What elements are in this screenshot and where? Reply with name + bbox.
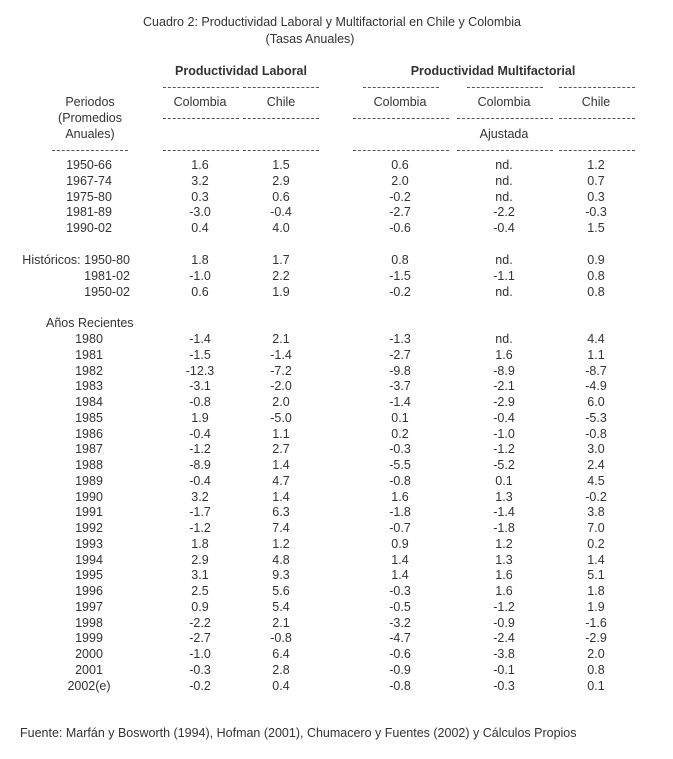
table-cell: -8.9	[189, 458, 211, 472]
divider	[353, 118, 449, 119]
table-cell: -0.2	[585, 489, 607, 504]
table-cell: 5.1	[587, 568, 605, 583]
table-cell: -5.2	[493, 458, 515, 472]
table-row	[0, 378, 673, 394]
table-cell: -3.2	[389, 615, 411, 630]
table-cell: -1.0	[189, 268, 211, 283]
table-cell: -2.7	[189, 631, 211, 646]
table-cell: 2.9	[191, 552, 209, 567]
table-cell: -0.5	[389, 599, 411, 614]
table-cell: -0.4	[189, 473, 211, 488]
divider	[163, 118, 239, 119]
table-row	[0, 520, 673, 536]
table-cell: -4.7	[389, 631, 411, 646]
divider	[163, 87, 239, 88]
table-cell: 0.9	[391, 536, 409, 551]
divider	[52, 150, 128, 151]
table-cell: -2.9	[585, 631, 607, 646]
table-cell: -0.6	[389, 647, 411, 661]
table-cell: nd.	[495, 173, 513, 188]
divider	[243, 150, 319, 151]
row-label: 1994	[75, 552, 103, 567]
table-cell: -1.2	[493, 599, 515, 614]
table-cell: -0.1	[493, 662, 515, 677]
divider	[243, 118, 319, 119]
row-label: 1995	[75, 568, 103, 583]
table-cell: 1.8	[191, 536, 209, 551]
table-cell: nd.	[495, 332, 513, 346]
table-cell: 1.9	[587, 599, 605, 614]
table-cell: -8.9	[493, 363, 515, 378]
table-row	[0, 567, 673, 583]
table-cell: -1.8	[493, 521, 515, 535]
table-cell: 4.8	[272, 552, 290, 567]
table-row	[0, 284, 673, 300]
table-cell: 2.9	[272, 173, 290, 188]
table-cell: 2.0	[587, 647, 605, 661]
table-cell: 1.9	[191, 410, 209, 425]
table-cell: 3.0	[587, 442, 605, 457]
table-cell: 2.2	[272, 268, 290, 283]
divider	[353, 150, 449, 151]
table-cell: 5.6	[272, 584, 290, 598]
table-cell: -0.4	[270, 205, 292, 220]
row-label: 1989	[75, 473, 103, 488]
table-cell: -2.7	[389, 205, 411, 220]
row-label: 1992	[75, 521, 103, 535]
header-productividad-multifactorial: Productividad Multifactorial	[410, 64, 576, 78]
table-cell: -0.8	[585, 426, 607, 441]
table-cell: -0.3	[389, 442, 411, 457]
table-cell: 1.2	[272, 536, 290, 551]
table-cell: 0.6	[272, 189, 290, 204]
table-cell: 2.4	[587, 458, 605, 472]
table-cell: -0.9	[389, 662, 411, 677]
table-cell: -0.2	[389, 284, 411, 299]
row-label: 1983	[75, 379, 103, 394]
divider	[467, 87, 543, 88]
table-row	[0, 583, 673, 599]
table-cell: -1.7	[189, 505, 211, 520]
table-cell: -1.8	[389, 505, 411, 520]
table-cell: -0.8	[389, 473, 411, 488]
table-cell: -3.8	[493, 647, 515, 661]
divider	[559, 150, 635, 151]
divider	[457, 150, 553, 151]
header-periodos-1: Periodos	[65, 95, 115, 109]
table-cell: -2.9	[493, 395, 515, 409]
header-productividad-laboral: Productividad Laboral	[175, 64, 307, 78]
table-cell: 1.4	[391, 552, 409, 567]
table-cell: -1.2	[189, 442, 211, 457]
table-cell: nd.	[495, 158, 513, 172]
table-cell: 1.6	[391, 489, 409, 504]
table-cell: 2.7	[272, 442, 290, 457]
table-cell: 1.8	[587, 584, 605, 598]
table-row	[0, 410, 673, 426]
table-cell: -7.2	[270, 363, 292, 378]
table-row	[0, 220, 673, 236]
table-cell: -2.0	[270, 379, 292, 394]
table-cell: -2.2	[493, 205, 515, 220]
row-label: 1990	[75, 489, 103, 504]
table-cell: 1.6	[191, 158, 209, 172]
table-cell: 1.1	[587, 347, 605, 362]
header-mf-colombia: Colombia	[373, 95, 427, 109]
table-cell: -1.1	[493, 268, 515, 283]
table-cell: -1.4	[189, 332, 211, 346]
table-cell: 1.2	[587, 158, 605, 172]
table-row	[0, 394, 673, 410]
table-row	[0, 552, 673, 568]
row-label: 1981-89	[66, 205, 112, 220]
table-cell: 1.3	[495, 489, 513, 504]
table-row	[0, 599, 673, 615]
table-cell: 0.4	[191, 221, 209, 236]
table-cell: -8.7	[585, 363, 607, 378]
table-cell: 4.0	[272, 221, 290, 236]
table-cell: 3.1	[191, 568, 209, 583]
header-lab-colombia: Colombia	[173, 95, 227, 109]
table-row	[0, 252, 673, 268]
table-cell: -5.3	[585, 410, 607, 425]
table-cell: 1.1	[272, 426, 290, 441]
table-cell: 2.5	[191, 584, 209, 598]
table-cell: 6.3	[272, 505, 290, 520]
table-cell: -0.2	[389, 189, 411, 204]
table-row	[0, 189, 673, 205]
table-cell: -1.2	[189, 521, 211, 535]
table-row	[0, 268, 673, 284]
table-cell: -0.4	[493, 221, 515, 236]
table-cell: -0.2	[189, 678, 211, 693]
row-label: 1950-02	[84, 284, 130, 299]
table-cell: 0.7	[587, 173, 605, 188]
table-cell: -1.3	[389, 332, 411, 346]
table-cell: 0.8	[587, 662, 605, 677]
source-note: Fuente: Marfán y Bosworth (1994), Hofman (2001), Chumacero y Fuentes (2002) y Cálculos Propios	[20, 726, 577, 740]
table-cell: -0.4	[189, 426, 211, 441]
table-cell: -1.0	[189, 647, 211, 661]
table-cell: -5.0	[270, 410, 292, 425]
table-subtitle: (Tasas Anuales)	[265, 32, 355, 46]
table-cell: -2.4	[493, 631, 515, 646]
table-cell: 7.0	[587, 521, 605, 535]
table-cell: 7.4	[272, 521, 290, 535]
table-cell: 1.5	[272, 158, 290, 172]
recientes-label: Años Recientes	[46, 316, 134, 330]
table-cell: 0.6	[391, 158, 409, 172]
table-cell: 3.8	[587, 505, 605, 520]
table-row	[0, 347, 673, 363]
table-cell: -0.8	[389, 678, 411, 693]
table-cell: -3.7	[389, 379, 411, 394]
divider	[457, 118, 553, 119]
table-cell: nd.	[495, 284, 513, 299]
row-label: 1975-80	[66, 189, 112, 204]
row-label: 1990-02	[66, 221, 112, 236]
table-cell: 1.4	[587, 552, 605, 567]
table-cell: 1.4	[272, 458, 290, 472]
divider	[559, 118, 635, 119]
table-cell: 2.0	[391, 173, 409, 188]
divider	[243, 87, 319, 88]
table-cell: -1.2	[493, 442, 515, 457]
table-cell: 0.6	[191, 284, 209, 299]
table-cell: 0.8	[587, 284, 605, 299]
row-label: 1986	[75, 426, 103, 441]
table-cell: -0.4	[493, 410, 515, 425]
table-row	[0, 662, 673, 678]
table-cell: 1.7	[272, 253, 290, 267]
row-label: 1967-74	[66, 173, 112, 188]
header-mf-colombia-ajustada: Colombia	[477, 95, 531, 109]
table-cell: 0.4	[272, 678, 290, 693]
table-cell: 1.6	[495, 568, 513, 583]
table-cell: -5.5	[389, 458, 411, 472]
row-label: 1981	[75, 347, 103, 362]
table-row	[0, 457, 673, 473]
row-label: 1999	[75, 631, 103, 646]
table-cell: 1.5	[587, 221, 605, 236]
table-cell: 0.1	[391, 410, 409, 425]
row-label: 1997	[75, 599, 103, 614]
table-row	[0, 473, 673, 489]
header-periodos-3: Anuales)	[65, 127, 115, 141]
table-cell: -0.3	[493, 678, 515, 693]
table-cell: -0.8	[189, 395, 211, 409]
header-periodos-2: (Promedios	[58, 111, 122, 125]
table-row	[0, 536, 673, 552]
row-label: 1988	[75, 458, 103, 472]
table-cell: -1.5	[389, 268, 411, 283]
table-cell: 3.2	[191, 489, 209, 504]
table-row	[0, 331, 673, 347]
table-cell: -0.8	[270, 631, 292, 646]
table-row	[0, 441, 673, 457]
table-cell: 1.2	[495, 536, 513, 551]
table-cell: 3.2	[191, 173, 209, 188]
table-cell: -0.3	[585, 205, 607, 220]
row-label: 2001	[75, 662, 103, 677]
row-label: 1996	[75, 584, 103, 598]
table-cell: 6.0	[587, 395, 605, 409]
table-cell: 2.8	[272, 662, 290, 677]
table-cell: 2.1	[272, 332, 290, 346]
table-cell: 2.0	[272, 395, 290, 409]
table-cell: 1.4	[272, 489, 290, 504]
table-cell: -1.5	[189, 347, 211, 362]
row-label: 1998	[75, 615, 103, 630]
header-ajustada: Ajustada	[479, 127, 529, 141]
table-cell: 4.7	[272, 473, 290, 488]
table-cell: 0.3	[191, 189, 209, 204]
table-cell: 0.3	[587, 189, 605, 204]
table-cell: -3.1	[189, 379, 211, 394]
row-label: 1950-66	[66, 158, 112, 172]
table-row	[0, 646, 673, 662]
divider	[363, 87, 439, 88]
row-label: 2002(e)	[67, 678, 111, 693]
table-cell: -12.3	[185, 363, 215, 378]
table-cell: -1.0	[493, 426, 515, 441]
table-cell: -2.2	[189, 615, 211, 630]
table-row	[0, 678, 673, 694]
row-label: 1985	[75, 410, 103, 425]
table-cell: -1.4	[389, 395, 411, 409]
table-cell: 0.1	[495, 473, 513, 488]
table-cell: 5.4	[272, 599, 290, 614]
table-row	[0, 630, 673, 646]
table-cell: 1.8	[191, 253, 209, 267]
table-row	[0, 363, 673, 379]
table-cell: -1.4	[493, 505, 515, 520]
divider	[163, 150, 239, 151]
table-cell: -0.3	[189, 662, 211, 677]
table-cell: -0.6	[389, 221, 411, 236]
table-cell: 0.2	[391, 426, 409, 441]
table-cell: 0.2	[587, 536, 605, 551]
table-cell: 1.3	[495, 552, 513, 567]
table-cell: 0.1	[587, 678, 605, 693]
table-row	[0, 426, 673, 442]
table-cell: 6.4	[272, 647, 290, 661]
table-cell: 1.6	[495, 584, 513, 598]
table-row	[0, 173, 673, 189]
table-cell: -2.1	[493, 379, 515, 394]
row-label: 1987	[75, 442, 103, 457]
table-cell: -2.7	[389, 347, 411, 362]
table-cell: -3.0	[189, 205, 211, 220]
row-label: Históricos: 1950-80	[22, 253, 130, 267]
table-cell: -9.8	[389, 363, 411, 378]
row-label: 1980	[75, 332, 103, 346]
table-row	[0, 157, 673, 173]
table-row	[0, 504, 673, 520]
header-lab-chile: Chile	[266, 95, 296, 109]
table-row	[0, 489, 673, 505]
table-cell: nd.	[495, 253, 513, 267]
row-label: 1993	[75, 536, 103, 551]
table-title: Cuadro 2: Productividad Laboral y Multifactorial en Chile y Colombia	[143, 15, 521, 29]
table-cell: -0.7	[389, 521, 411, 535]
table-cell: 1.4	[391, 568, 409, 583]
table-cell: -0.9	[493, 615, 515, 630]
table-cell: 2.1	[272, 615, 290, 630]
table-cell: 0.9	[587, 253, 605, 267]
table-cell: 1.6	[495, 347, 513, 362]
row-label: 1981-02	[84, 268, 130, 283]
table-cell: nd.	[495, 189, 513, 204]
table-cell: -1.6	[585, 615, 607, 630]
header-mf-chile: Chile	[581, 95, 611, 109]
table-cell: -1.4	[270, 347, 292, 362]
row-label: 1982	[75, 363, 103, 378]
table-cell: 4.5	[587, 473, 605, 488]
row-label: 1984	[75, 395, 103, 409]
table-cell: 0.8	[391, 253, 409, 267]
table-cell: -0.3	[389, 584, 411, 598]
divider	[559, 87, 635, 88]
row-label: 1991	[75, 505, 103, 520]
table-row	[0, 204, 673, 220]
table-cell: 0.8	[587, 268, 605, 283]
table-cell: 9.3	[272, 568, 290, 583]
table-cell: 1.9	[272, 284, 290, 299]
table-cell: 0.9	[191, 599, 209, 614]
table-row	[0, 615, 673, 631]
table-cell: 4.4	[587, 332, 605, 346]
table-cell: -4.9	[585, 379, 607, 394]
row-label: 2000	[75, 647, 103, 661]
